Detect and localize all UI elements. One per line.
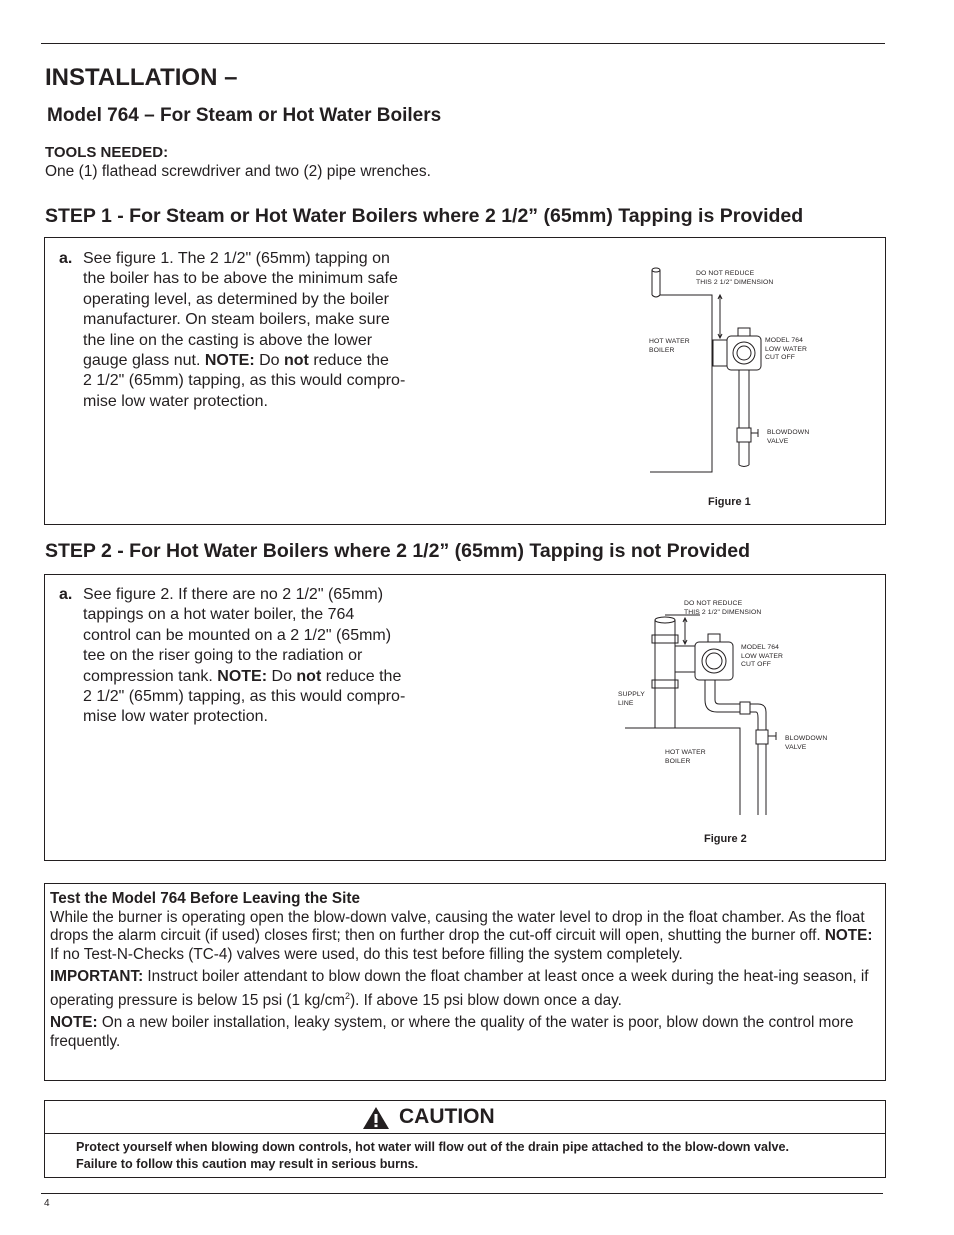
figure2-caption: Figure 2 (704, 833, 747, 845)
step1-line: 2 1/2" (65mm) tapping, as this would compro- (83, 372, 406, 390)
step1-line: manufacturer. On steam boilers, make sure (83, 311, 390, 329)
step2-heading: STEP 2 - For Hot Water Boilers where 2 1/2” (65mm) Tapping is not Provided (45, 540, 751, 562)
not-emphasis: not (284, 352, 309, 370)
step2-line: See figure 2. If there are no 2 1/2" (65mm) (83, 586, 384, 603)
page-title: INSTALLATION – (45, 64, 238, 91)
step2-line: control can be mounted on a 2 1/2" (65mm) (83, 626, 392, 644)
fig1-boiler-label: HOT WATER BOILER (649, 338, 690, 354)
warning-triangle-icon (362, 1106, 390, 1130)
step1-line: the boiler has to be above the minimum safe (83, 270, 398, 288)
step2-item-label: a. (59, 586, 73, 603)
fig2-dim-label: DO NOT REDUCE THIS 2 1/2" DIMENSION (684, 600, 762, 616)
step2-line: tappings on a hot water boiler, the 764 (83, 606, 355, 624)
step1-line: operating level, as determined by the boiler (83, 290, 389, 308)
step1-paragraph (59, 249, 443, 412)
not-emphasis: not (296, 667, 322, 685)
step1-line: mise low water protection. (83, 392, 268, 410)
step2-line: compression tank. NOTE: Do not reduce the (83, 667, 402, 685)
step2-paragraph (59, 585, 443, 728)
tools-text: One (1) flathead screwdriver and two (2) pipe wrenches. (45, 163, 431, 180)
fig1-valve-label: BLOWDOWN VALVE (767, 429, 810, 445)
note-label: NOTE: (204, 352, 255, 370)
fig2-valve-label: BLOWDOWN VALVE (785, 735, 828, 751)
tools-heading: TOOLS NEEDED: (45, 144, 169, 161)
step2-line: mise low water protection. (83, 708, 268, 726)
test-heading: Test the Model 764 Before Leaving the Site (50, 890, 360, 907)
page-number: 4 (44, 1198, 50, 1209)
fig2-model-label: MODEL 764 LOW WATER CUT OFF (741, 644, 784, 668)
test-content (50, 890, 885, 1055)
top-rule (41, 43, 885, 44)
fig1-model-label: MODEL 764 LOW WATER CUT OFF (765, 337, 808, 361)
step2-line: tee on the riser going to the radiation or (83, 647, 363, 665)
caution-divider (44, 1133, 886, 1134)
caution-title: CAUTION (399, 1105, 495, 1128)
step1-item-label: a. (59, 250, 73, 267)
caution-text: Protect yourself when blowing down controls, hot water will flow out of the drain pipe attached to the blow-down valve. Failure to follow this caution may result in serious burns. (76, 1140, 789, 1171)
figure1-caption: Figure 1 (708, 496, 751, 508)
step1-heading: STEP 1 - For Steam or Hot Water Boilers where 2 1/2” (65mm) Tapping is Provided (45, 205, 804, 227)
page-subtitle: Model 764 – For Steam or Hot Water Boilers (47, 105, 442, 126)
bottom-rule (41, 1193, 883, 1194)
fig2-boiler-label: HOT WATER BOILER (665, 749, 706, 765)
fig2-supply-label: SUPPLY LINE (618, 691, 645, 707)
fig1-dim-label: DO NOT REDUCE THIS 2 1/2" DIMENSION (696, 270, 774, 286)
step1-line: gauge glass nut. NOTE: Do not reduce the (83, 352, 389, 370)
step1-line: See figure 1. The 2 1/2" (65mm) tapping on (83, 250, 390, 267)
test-paragraph-1: While the burner is operating open the blow-down valve, causing the water level to drop in the float chamber. As the float drops the alarm circuit (if used) closes first; then on further drop the cut-off circuit will open, shutting the burner off. NOTE: If no Test-N-Checks (TC-4) valves were used, do this test before filling the system completely. (50, 908, 873, 963)
test-paragraph-3: NOTE: On a new boiler installation, leaky system, or where the quality of the water is poor, blow down the control more frequently. (50, 1014, 854, 1050)
step1-line: the line on the casting is above the lower (83, 331, 373, 349)
step2-line: 2 1/2" (65mm) tapping, as this would compro- (83, 688, 406, 706)
test-paragraph-2: IMPORTANT: Instruct boiler attendant to blow down the float chamber at least once a week during the heat-ing season, if operating pressure is below 15 psi (1 $kg/cm^2$). If above 15 psi blow down once a day. (50, 968, 869, 1009)
note-label: NOTE: (217, 667, 268, 685)
figure2-diagram (620, 600, 820, 820)
